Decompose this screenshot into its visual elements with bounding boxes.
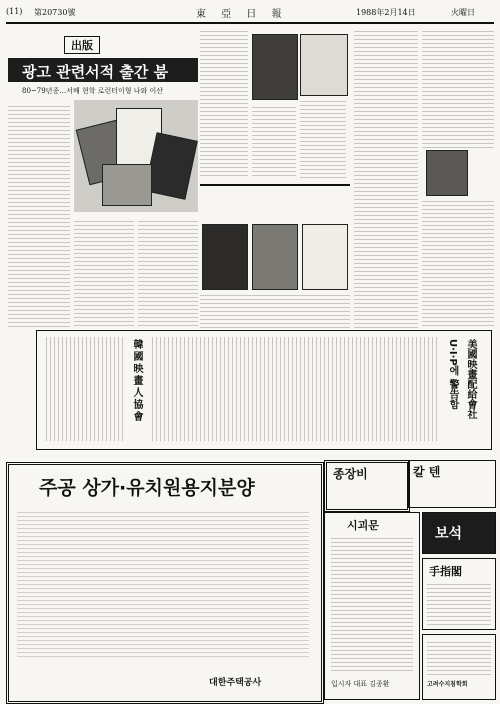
masthead — [6, 4, 494, 24]
vertical-ad-left: 韓國映畫人協會 — [131, 339, 142, 423]
apartment-ad — [6, 462, 324, 704]
right-column — [354, 28, 494, 328]
mid-band — [36, 330, 492, 450]
jongbi-ad: 종장비 — [324, 460, 410, 512]
issue-date: 1988年2月14日 — [356, 8, 416, 17]
review-column — [200, 28, 350, 328]
feature-article — [8, 28, 198, 328]
feature-subhead: 80~79년종…서배 현학 로런터이형 나와 이산 — [22, 87, 164, 95]
issue-number: 第20730號 — [34, 8, 76, 17]
apartment-sponsor: 대한주택공사 — [209, 678, 262, 688]
notice-signatory: 입시자 대표 김종환 — [331, 680, 390, 688]
book-photo — [74, 100, 198, 212]
vertical-ad-right-title: 美國映畫配給會社 — [465, 339, 476, 419]
apartment-headline: 주공 상가·유치원용지분양 — [39, 477, 255, 499]
weekday: 火曜日 — [451, 8, 475, 17]
notice-title: 시괴문 — [347, 519, 379, 532]
newspaper-title: 東 亞 日 報 — [196, 9, 288, 20]
vertical-ad-right-slogan: U·I·P에 警告함 — [447, 339, 458, 410]
right-ad-3: 고려수지침학회 — [422, 634, 496, 700]
feature-kicker: 出版 — [64, 36, 100, 54]
notice-box — [324, 512, 420, 700]
right-ad-1: 보석 — [422, 512, 496, 554]
right-ad-2: 手指閣 — [422, 558, 496, 630]
page-number: (11) — [6, 7, 23, 16]
calendar-ad: 칼 텐 — [408, 460, 496, 508]
feature-headline: 광고 관련서적 출간 붐 — [22, 63, 169, 81]
